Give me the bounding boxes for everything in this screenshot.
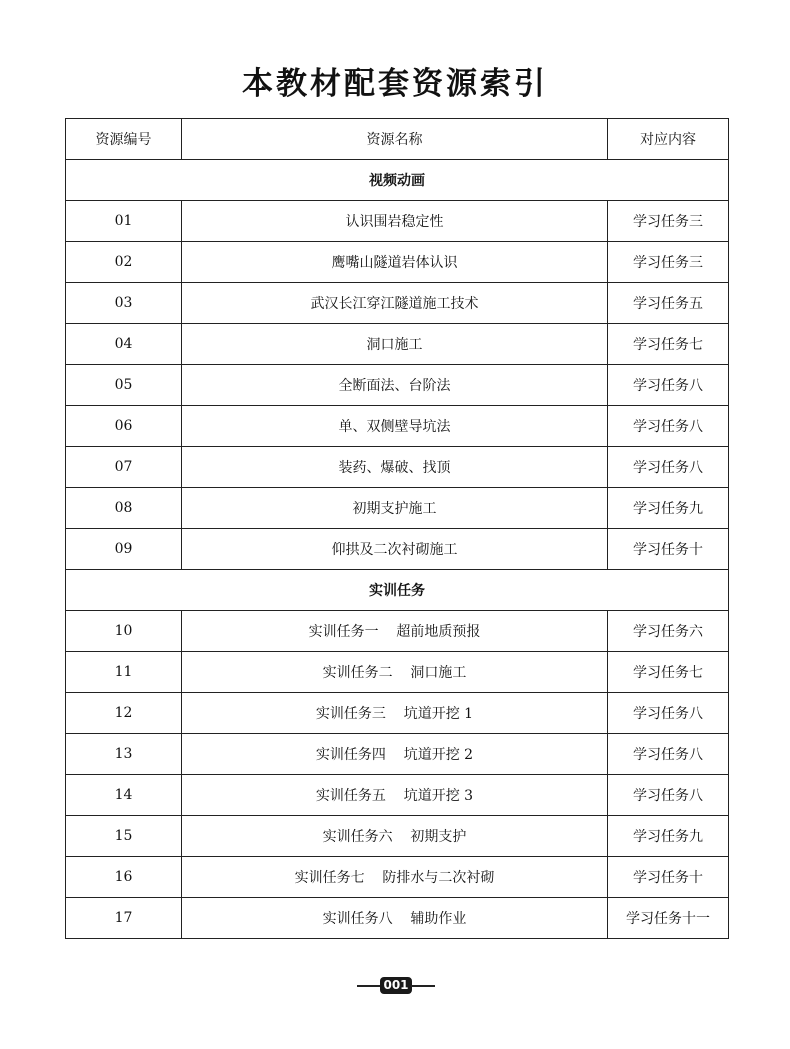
cell-related-content: 学习任务十	[608, 857, 729, 898]
cell-resource-name: 单、双侧壁导坑法	[182, 406, 608, 447]
cell-resource-name: 装药、爆破、找顶	[182, 447, 608, 488]
page-title: 本教材配套资源索引	[242, 66, 548, 102]
column-header-id: 资源编号	[66, 119, 182, 160]
cell-resource-id: 10	[66, 611, 182, 652]
cell-related-content: 学习任务七	[608, 652, 729, 693]
cell-resource-id: 17	[66, 898, 182, 939]
cell-related-content: 学习任务十一	[608, 898, 729, 939]
table-row	[66, 283, 729, 324]
resource-index-table	[65, 118, 729, 939]
cell-related-content: 学习任务八	[608, 447, 729, 488]
cell-related-content: 学习任务八	[608, 775, 729, 816]
cell-resource-id: 06	[66, 406, 182, 447]
cell-resource-id: 13	[66, 734, 182, 775]
section-heading: 视频动画	[66, 160, 729, 201]
cell-resource-name: 实训任务八 辅助作业	[182, 898, 608, 939]
table-row	[66, 201, 729, 242]
cell-related-content: 学习任务十	[608, 529, 729, 570]
cell-resource-id: 09	[66, 529, 182, 570]
cell-resource-name: 洞口施工	[182, 324, 608, 365]
table-row	[66, 816, 729, 857]
table-row	[66, 857, 729, 898]
table-row	[66, 898, 729, 939]
cell-related-content: 学习任务五	[608, 283, 729, 324]
cell-resource-name: 实训任务五 坑道开挖 3	[182, 775, 608, 816]
cell-resource-name: 实训任务一 超前地质预报	[182, 611, 608, 652]
column-header-name: 资源名称	[182, 119, 608, 160]
page-footer	[0, 976, 790, 996]
cell-related-content: 学习任务九	[608, 816, 729, 857]
column-header-content: 对应内容	[608, 119, 729, 160]
cell-resource-name: 鹰嘴山隧道岩体认识	[182, 242, 608, 283]
cell-resource-name: 实训任务四 坑道开挖 2	[182, 734, 608, 775]
page-number: 001	[380, 977, 412, 994]
cell-resource-id: 11	[66, 652, 182, 693]
cell-related-content: 学习任务九	[608, 488, 729, 529]
cell-resource-id: 15	[66, 816, 182, 857]
cell-resource-id: 01	[66, 201, 182, 242]
table-header-row	[66, 119, 729, 160]
cell-resource-name: 认识围岩稳定性	[182, 201, 608, 242]
table-body	[66, 119, 729, 939]
cell-resource-id: 12	[66, 693, 182, 734]
table-row	[66, 406, 729, 447]
table-row	[66, 324, 729, 365]
table-row	[66, 488, 729, 529]
section-heading-row	[66, 160, 729, 201]
cell-resource-name: 全断面法、台阶法	[182, 365, 608, 406]
cell-resource-name: 实训任务六 初期支护	[182, 816, 608, 857]
cell-related-content: 学习任务八	[608, 693, 729, 734]
cell-resource-id: 07	[66, 447, 182, 488]
table-row	[66, 693, 729, 734]
section-heading: 实训任务	[66, 570, 729, 611]
cell-resource-id: 02	[66, 242, 182, 283]
cell-related-content: 学习任务八	[608, 734, 729, 775]
cell-related-content: 学习任务七	[608, 324, 729, 365]
cell-resource-id: 04	[66, 324, 182, 365]
table-row	[66, 611, 729, 652]
cell-related-content: 学习任务三	[608, 242, 729, 283]
table-row	[66, 529, 729, 570]
footer-rule-left	[357, 985, 381, 987]
footer-rule-right	[411, 985, 435, 987]
cell-resource-name: 实训任务二 洞口施工	[182, 652, 608, 693]
table-row	[66, 775, 729, 816]
cell-related-content: 学习任务八	[608, 406, 729, 447]
cell-resource-id: 05	[66, 365, 182, 406]
table-row	[66, 447, 729, 488]
section-heading-row	[66, 570, 729, 611]
cell-resource-name: 仰拱及二次衬砌施工	[182, 529, 608, 570]
table-row	[66, 734, 729, 775]
cell-resource-id: 08	[66, 488, 182, 529]
cell-resource-name: 实训任务三 坑道开挖 1	[182, 693, 608, 734]
cell-resource-id: 03	[66, 283, 182, 324]
cell-related-content: 学习任务八	[608, 365, 729, 406]
table-row	[66, 365, 729, 406]
cell-related-content: 学习任务六	[608, 611, 729, 652]
cell-resource-name: 实训任务七 防排水与二次衬砌	[182, 857, 608, 898]
cell-related-content: 学习任务三	[608, 201, 729, 242]
table-row	[66, 652, 729, 693]
cell-resource-name: 武汉长江穿江隧道施工技术	[182, 283, 608, 324]
cell-resource-id: 16	[66, 857, 182, 898]
cell-resource-name: 初期支护施工	[182, 488, 608, 529]
table-row	[66, 242, 729, 283]
cell-resource-id: 14	[66, 775, 182, 816]
